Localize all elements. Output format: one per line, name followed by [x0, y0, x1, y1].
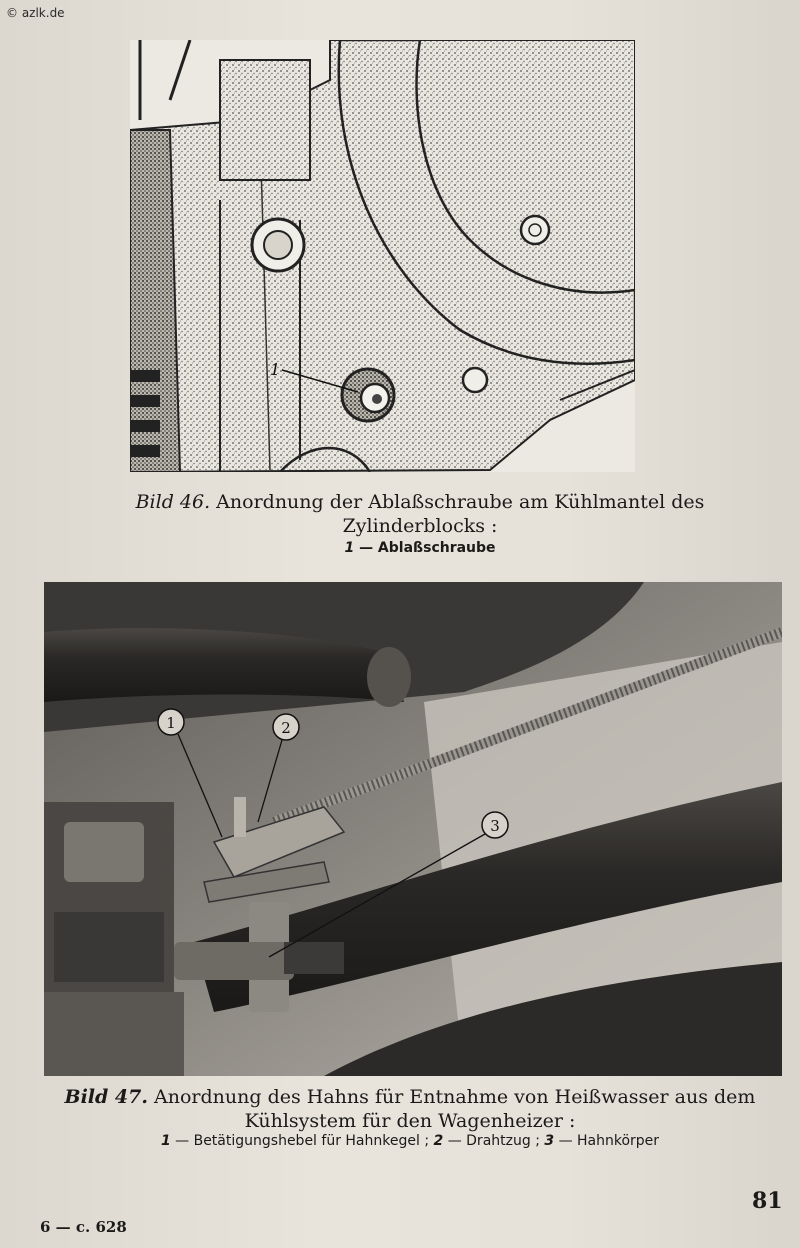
figure-46-number: Bild 46. — [135, 491, 211, 513]
figure-46-caption — [60, 490, 780, 538]
heater-tap-photo — [44, 582, 782, 1076]
engine-block-drawing — [130, 40, 635, 472]
figure-47-photo — [44, 582, 782, 1076]
figure-47-caption-text-2: Kühlsystem für den Wagenheizer : — [244, 1110, 576, 1132]
figure-47-callout-3: 3 — [490, 817, 500, 835]
figure-47-legend-2-text: — Drahtzug ; — [447, 1133, 540, 1149]
watermark: © azlk.de — [6, 6, 65, 20]
figure-47-legend-1-text: — Betätigungshebel für Hahnkegel ; — [175, 1133, 430, 1149]
figure-47-callout-1: 1 — [166, 714, 176, 732]
figure-46-illustration — [130, 40, 635, 472]
page-number: 81 — [752, 1188, 783, 1214]
figure-47-legend — [30, 1133, 790, 1149]
figure-47-caption-text: Anordnung des Hahns für Entnahme von Heißwasser aus dem — [154, 1086, 756, 1108]
figure-46-caption-text: Anordnung der Ablaßschraube am Kühlmantel des — [216, 491, 705, 513]
figure-47-legend-3-number: 3 — [544, 1133, 555, 1149]
figure-47-legend-3-text: — Hahnkörper — [558, 1133, 660, 1149]
figure-47-caption — [30, 1085, 790, 1133]
printer-signature: 6 — c. 628 — [40, 1218, 127, 1236]
figure-47-legend-2-number: 2 — [433, 1133, 444, 1149]
figure-46-label-1: 1 — [270, 360, 281, 379]
figure-47-legend-1-number: 1 — [160, 1133, 171, 1149]
figure-47-callout-2: 2 — [281, 719, 291, 737]
figure-46-legend — [60, 540, 780, 556]
figure-46-legend-text: — Ablaßschraube — [359, 540, 496, 556]
figure-47-number: Bild 47. — [64, 1086, 148, 1108]
figure-46-caption-text-2: Zylinderblocks : — [342, 515, 498, 537]
figure-46-legend-number: 1 — [344, 540, 355, 556]
